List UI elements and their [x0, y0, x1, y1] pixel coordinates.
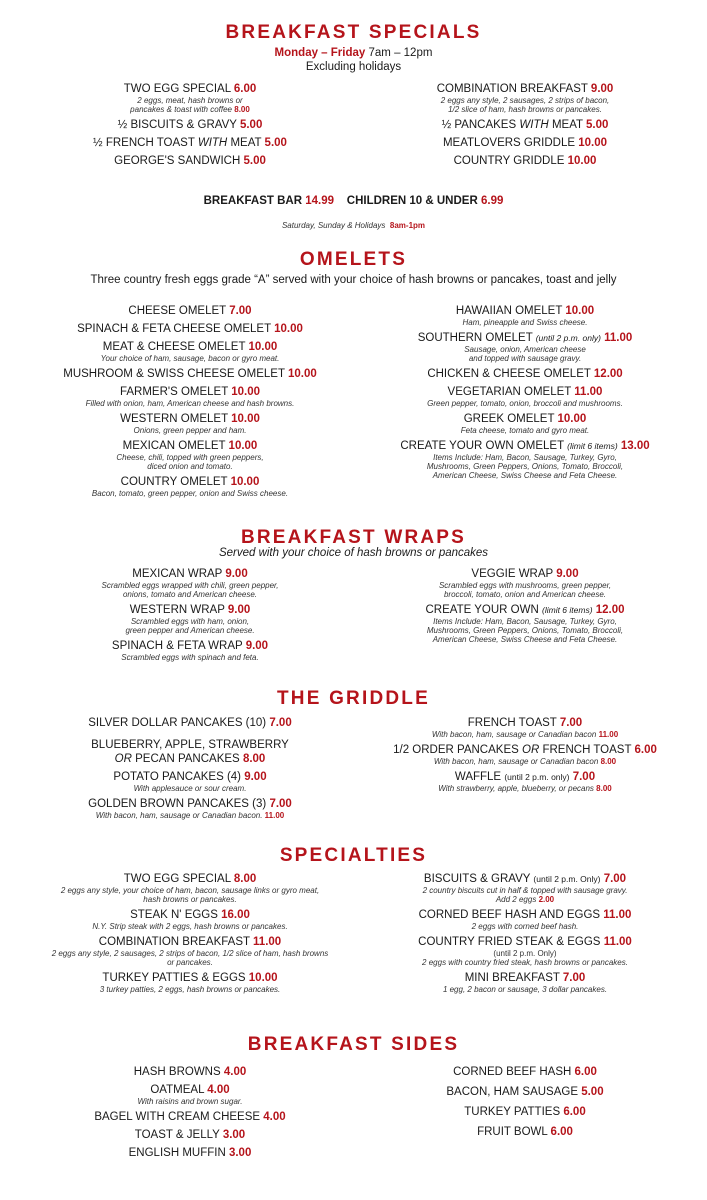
item-description: Onions, green pepper and ham.: [133, 426, 247, 435]
item-name: ½ FRENCH TOAST: [93, 137, 195, 149]
menu-item: [30, 567, 350, 599]
item-description: diced onion and tomato.: [147, 462, 233, 471]
item-description: With bacon, ham, sausage or Canadian bacon 8.00: [433, 757, 617, 766]
item-description: Scrambled eggs with ham, onion,: [130, 617, 250, 626]
item-name: SPINACH & FETA WRAP: [111, 640, 243, 652]
griddle-right-column: [365, 716, 685, 797]
item-price: 12.00: [595, 604, 625, 616]
item-price: 5.00: [243, 155, 266, 167]
menu-item: [30, 738, 350, 766]
item-price: 11.00: [574, 386, 603, 398]
item-name: BACON, HAM SAUSAGE: [446, 1086, 579, 1098]
menu-item: [365, 716, 685, 739]
item-name: STEAK N' EGGS: [130, 909, 218, 921]
item-name: ½ BISCUITS & GRAVY: [117, 119, 237, 131]
item-name: BAGEL WITH CREAM CHEESE: [94, 1111, 261, 1123]
menu-item: [365, 154, 685, 168]
menu-item: [30, 1128, 350, 1142]
item-description: Scrambled eggs wrapped with chili, green pepper,: [101, 581, 279, 590]
item-name: TURKEY PATTIES & EGGS: [102, 972, 246, 984]
item-name: CORNED BEEF HASH: [453, 1066, 572, 1078]
item-description: 2 country biscuits cut in half & topped with sausage gravy.: [422, 886, 628, 895]
item-price: 7.00: [562, 972, 586, 984]
omelets-subtitle: Three country fresh eggs grade “A” served with your choice of hash browns or pancakes, toast and jelly: [90, 274, 617, 286]
menu-item: [30, 136, 350, 150]
menu-item: [30, 797, 350, 820]
item-name: WESTERN OMELET: [120, 413, 228, 425]
omelets-left-column: [30, 304, 350, 502]
item-price: 7.00: [269, 717, 292, 729]
item-price: 6.00: [574, 1066, 597, 1078]
item-availability: (until 2 p.m. only): [504, 772, 570, 782]
menu-item: [365, 1085, 685, 1099]
item-description: American Cheese, Swiss Cheese and Feta Cheese.: [432, 471, 618, 480]
item-price: 5.00: [264, 137, 287, 149]
item-name: ENGLISH MUFFIN: [128, 1147, 226, 1159]
item-name: TWO EGG SPECIAL: [123, 873, 231, 885]
item-price: 11.00: [604, 332, 633, 344]
item-name: OATMEAL: [150, 1084, 205, 1096]
breakfast-specials-title: BREAKFAST SPECIALS: [225, 22, 482, 43]
menu-item: [30, 971, 350, 994]
wraps-left-column: [30, 567, 350, 666]
item-price: 9.00: [227, 604, 251, 616]
item-price: 3.00: [222, 1129, 246, 1141]
item-price: 6.00: [634, 744, 657, 756]
menu-item: [365, 1125, 685, 1139]
menu-item: [30, 716, 350, 730]
item-name: CHEESE OMELET: [128, 305, 226, 317]
menu-item: [365, 82, 685, 114]
menu-item: [365, 1065, 685, 1079]
specials-excluding: Excluding holidays: [305, 61, 402, 73]
menu-item: [365, 603, 685, 644]
item-description: With strawberry, apple, blueberry, or pecans 8.00: [438, 784, 612, 793]
menu-item: [30, 304, 350, 318]
menu-item: [30, 1110, 350, 1124]
item-price: 10.00: [274, 323, 303, 335]
item-price: 10.00: [578, 137, 608, 149]
item-name: MEAT: [551, 119, 583, 131]
item-name: CORNED BEEF HASH AND EGGS: [418, 909, 601, 921]
menu-item: [30, 82, 350, 114]
item-description: Mushrooms, Green Peppers, Onions, Tomato, Broccoli,: [426, 626, 624, 635]
item-name: FARMER'S OMELET: [119, 386, 229, 398]
item-name: TURKEY PATTIES: [464, 1106, 561, 1118]
sides-right-column: [365, 1065, 685, 1143]
item-price: 4.00: [223, 1066, 247, 1078]
item-price: 6.00: [233, 83, 257, 95]
menu-item: [30, 385, 350, 408]
menu-item: [30, 412, 350, 435]
item-price: 4.00: [207, 1084, 230, 1096]
item-description: or pancakes.: [167, 958, 213, 967]
item-price: 16.00: [221, 909, 250, 921]
item-description: N.Y. Strip steak with 2 eggs, hash browns or pancakes.: [92, 922, 288, 931]
item-price: 7.00: [269, 798, 292, 810]
menu-item: [365, 385, 685, 408]
item-description: green pepper and American cheese.: [125, 626, 255, 635]
item-price: 9.00: [225, 568, 248, 580]
item-price: 12.00: [593, 368, 623, 380]
item-description: broccoli, tomato, onion and American cheese.: [443, 590, 606, 599]
menu-item: [30, 639, 350, 662]
menu-item: [365, 1105, 685, 1119]
item-description: Ham, pineapple and Swiss cheese.: [462, 318, 588, 327]
item-price: 11.00: [253, 936, 282, 948]
item-description: American Cheese, Swiss Cheese and Feta Cheese.: [432, 635, 618, 644]
item-name: CREATE YOUR OWN: [425, 604, 539, 616]
item-price: 13.00: [620, 440, 650, 452]
item-name: WESTERN WRAP: [129, 604, 225, 616]
item-name: MEAT: [230, 137, 262, 149]
menu-item: [30, 118, 350, 132]
item-name: FRENCH TOAST: [542, 744, 632, 756]
item-description: With bacon, ham, sausage or Canadian bacon 11.00: [431, 730, 619, 739]
sides-left-column: [30, 1065, 350, 1164]
item-price: 10.00: [228, 440, 258, 452]
item-price: 4.00: [263, 1111, 286, 1123]
breakfast-bar-schedule: [0, 221, 707, 230]
item-price: 10.00: [248, 972, 278, 984]
item-description: Items Include: Ham, Bacon, Sausage, Turkey, Gyro,: [433, 453, 617, 462]
menu-item: [365, 872, 685, 904]
item-price: 5.00: [586, 119, 609, 131]
menu-item: [365, 567, 685, 599]
item-name: SOUTHERN OMELET: [417, 332, 533, 344]
item-price: 11.00: [598, 730, 619, 739]
item-price: 10.00: [230, 476, 260, 488]
item-description: Add 2 eggs 2.00: [495, 895, 555, 904]
wraps-subtitle: Served with your choice of hash browns or pancakes: [218, 547, 489, 559]
item-description: 2 eggs any style, your choice of ham, bacon, sausage links or gyro meat,: [60, 886, 320, 895]
item-limit: (limit 6 items): [542, 605, 593, 615]
menu-item: [365, 136, 685, 150]
item-price: 9.00: [590, 83, 614, 95]
menu-item: [30, 340, 350, 363]
menu-item: [365, 331, 685, 363]
item-price: 11.00: [603, 936, 632, 948]
item-description: Mushrooms, Green Peppers, Onions, Tomato, Broccoli,: [426, 462, 624, 471]
item-price: 2.00: [538, 895, 555, 904]
menu-item: [30, 1065, 350, 1079]
item-name: SILVER DOLLAR PANCAKES (10): [88, 717, 267, 729]
breakfast-bar-label: BREAKFAST BAR: [203, 195, 303, 207]
schedule-time: 8am-1pm: [389, 221, 426, 230]
item-description: onions, tomato and American cheese.: [122, 590, 257, 599]
item-name: MUSHROOM & SWISS CHEESE OMELET: [63, 368, 285, 380]
item-description: 2 eggs with corned beef hash.: [471, 922, 579, 931]
item-description: Bacon, tomato, green pepper, onion and Swiss cheese.: [91, 489, 289, 498]
item-name: COUNTRY OMELET: [120, 476, 228, 488]
specialties-left-column: [30, 872, 350, 998]
item-description: With bacon, ham, sausage or Canadian bacon. 11.00: [95, 811, 285, 820]
item-name-italic: WITH: [519, 119, 549, 131]
menu-item: [365, 971, 685, 994]
item-name: GOLDEN BROWN PANCAKES (3): [88, 798, 267, 810]
griddle-left-column: [30, 716, 350, 824]
item-price: 9.00: [245, 640, 269, 652]
menu-item: [30, 154, 350, 168]
menu-item: [365, 367, 685, 381]
item-name: COUNTRY FRIED STEAK & EGGS: [418, 936, 601, 948]
item-name: FRUIT BOWL: [477, 1126, 548, 1138]
item-name: MINI BREAKFAST: [464, 972, 560, 984]
item-name: POTATO PANCAKES (4): [113, 771, 241, 783]
item-name: HASH BROWNS: [133, 1066, 221, 1078]
item-name: MEXICAN OMELET: [122, 440, 226, 452]
item-name: VEGETARIAN OMELET: [447, 386, 572, 398]
item-name: ½ PANCAKES: [441, 119, 517, 131]
item-name: COUNTRY GRIDDLE: [453, 155, 565, 167]
item-description: Feta cheese, tomato and gyro meat.: [460, 426, 590, 435]
item-price: 11.00: [603, 909, 632, 921]
item-description: Your choice of ham, sausage, bacon or gyro meat.: [100, 354, 280, 363]
item-name: FRENCH TOAST: [467, 717, 557, 729]
menu-item: [365, 908, 685, 931]
item-price: 10.00: [557, 413, 587, 425]
item-price: 7.00: [603, 873, 627, 885]
specialties-title: SPECIALTIES: [279, 845, 428, 866]
item-description: With raisins and brown sugar.: [137, 1097, 243, 1106]
item-name: COMBINATION BREAKFAST: [436, 83, 588, 95]
menu-item: [30, 908, 350, 931]
item-name: BISCUITS & GRAVY: [423, 873, 531, 885]
children-label: CHILDREN 10 & UNDER: [346, 195, 478, 207]
item-description: Green pepper, tomato, onion, broccoli and mushrooms.: [427, 399, 623, 408]
omelets-title: OMELETS: [299, 249, 408, 270]
item-name: WAFFLE: [454, 771, 502, 783]
item-name: GREEK OMELET: [463, 413, 555, 425]
item-price: 5.00: [239, 119, 263, 131]
item-price: 8.00: [600, 757, 617, 766]
menu-item: [365, 439, 685, 480]
item-name: VEGGIE WRAP: [471, 568, 553, 580]
item-description: Cheese, chili, topped with green peppers,: [116, 453, 264, 462]
item-name: COMBINATION BREAKFAST: [98, 936, 250, 948]
item-description: Filled with onion, ham, American cheese and hash browns.: [85, 399, 295, 408]
item-name: TOAST & JELLY: [134, 1129, 220, 1141]
item-name: CHICKEN & CHEESE OMELET: [427, 368, 591, 380]
menu-item: [365, 935, 685, 967]
item-name: TWO EGG SPECIAL: [123, 83, 231, 95]
menu-item: [30, 367, 350, 381]
item-description: 2 eggs any style, 2 sausages, 2 strips of bacon,: [440, 96, 610, 105]
item-price: 10.00: [248, 341, 278, 353]
item-description: Sausage, onion, American cheese: [464, 345, 586, 354]
item-name: BLUEBERRY, APPLE, STRAWBERRY: [91, 739, 289, 751]
item-description: With applesauce or sour cream.: [133, 784, 247, 793]
menu-item: [30, 1146, 350, 1160]
item-name: MEXICAN WRAP: [132, 568, 223, 580]
item-availability: (until 2 p.m. Only): [493, 949, 557, 958]
item-price: 8.00: [242, 753, 266, 765]
item-name: 1/2 ORDER PANCAKES: [393, 744, 519, 756]
menu-item: [365, 743, 685, 766]
item-price: 3.00: [228, 1147, 252, 1159]
specials-hours: [0, 47, 707, 59]
item-description: 3 turkey patties, 2 eggs, hash browns or pancakes.: [99, 985, 281, 994]
item-name: MEATLOVERS GRIDDLE: [442, 137, 576, 149]
menu-item: [365, 412, 685, 435]
menu-item: [365, 770, 685, 793]
item-description: 2 eggs, meat, hash browns or: [137, 96, 243, 105]
item-price: 6.00: [563, 1106, 586, 1118]
item-name-italic: OR: [522, 744, 540, 756]
specials-right-column: [365, 82, 685, 172]
specials-days: Monday – Friday: [274, 47, 366, 59]
item-description: 2 eggs any style, 2 sausages, 2 strips of bacon, 1/2 slice of ham, hash browns: [51, 949, 329, 958]
item-limit: (limit 6 items): [567, 441, 618, 451]
item-price: 10.00: [567, 155, 597, 167]
menu-item: [30, 935, 350, 967]
item-description: hash browns or pancakes.: [143, 895, 237, 904]
item-price: 11.00: [264, 811, 285, 820]
item-description: 1/2 slice of ham, hash browns or pancakes.: [448, 105, 602, 114]
wraps-right-column: [365, 567, 685, 648]
menu-item: [365, 118, 685, 132]
item-availability: (until 2 p.m. Only): [533, 874, 601, 884]
item-price: 8.00: [234, 105, 250, 114]
menu-item: [30, 770, 350, 793]
item-name: CREATE YOUR OWN OMELET: [400, 440, 564, 452]
menu-item: [30, 1083, 350, 1106]
griddle-title: THE GRIDDLE: [277, 688, 430, 709]
menu-item: [30, 322, 350, 336]
specialties-right-column: [365, 872, 685, 998]
item-description: pancakes & toast with coffee 8.00: [130, 105, 250, 114]
item-description: and topped with sausage gravy.: [468, 354, 582, 363]
menu-item: [30, 475, 350, 498]
omelets-right-column: [365, 304, 685, 484]
item-name: SPINACH & FETA CHEESE OMELET: [77, 323, 271, 335]
menu-item: [365, 304, 685, 327]
item-price: 7.00: [229, 305, 252, 317]
breakfast-bar-price: 14.99: [305, 195, 334, 207]
menu-item: [30, 439, 350, 471]
item-name-italic: OR: [114, 753, 132, 765]
item-description: Scrambled eggs with spinach and feta.: [121, 653, 259, 662]
item-price: 10.00: [287, 368, 317, 380]
specials-time: 7am – 12pm: [368, 47, 433, 59]
breakfast-sides-title: BREAKFAST SIDES: [247, 1034, 460, 1055]
item-price: 9.00: [244, 771, 267, 783]
item-description: 2 eggs with country fried steak, hash browns or pancakes.: [422, 958, 628, 967]
item-description: Items Include: Ham, Bacon, Sausage, Turkey, Gyro,: [433, 617, 617, 626]
item-price: 10.00: [565, 305, 595, 317]
menu-item: [30, 603, 350, 635]
children-price: 6.99: [480, 195, 504, 207]
item-price: 8.00: [233, 873, 257, 885]
item-name-italic: WITH: [197, 137, 228, 149]
specials-left-column: [30, 82, 350, 172]
item-description: 1 egg, 2 bacon or sausage, 3 dollar pancakes.: [442, 985, 608, 994]
item-price: 7.00: [559, 717, 583, 729]
schedule-days: Saturday, Sunday & Holidays: [281, 221, 386, 230]
item-name: MEAT & CHEESE OMELET: [102, 341, 246, 353]
breakfast-bar-line: [0, 195, 707, 207]
item-description: Scrambled eggs with mushrooms, green pepper,: [438, 581, 612, 590]
item-price: 8.00: [596, 784, 612, 793]
item-price: 7.00: [572, 771, 596, 783]
item-name: PECAN PANCAKES: [135, 753, 240, 765]
item-availability: (until 2 p.m. only): [535, 333, 601, 343]
item-price: 6.00: [550, 1126, 573, 1138]
item-price: 9.00: [556, 568, 579, 580]
item-price: 10.00: [231, 413, 260, 425]
item-name: GEORGE'S SANDWICH: [114, 155, 241, 167]
breakfast-wraps-title: BREAKFAST WRAPS: [240, 527, 467, 548]
item-name: HAWAIIAN OMELET: [455, 305, 563, 317]
menu-item: [30, 872, 350, 904]
item-price: 10.00: [231, 386, 261, 398]
item-price: 5.00: [581, 1086, 604, 1098]
